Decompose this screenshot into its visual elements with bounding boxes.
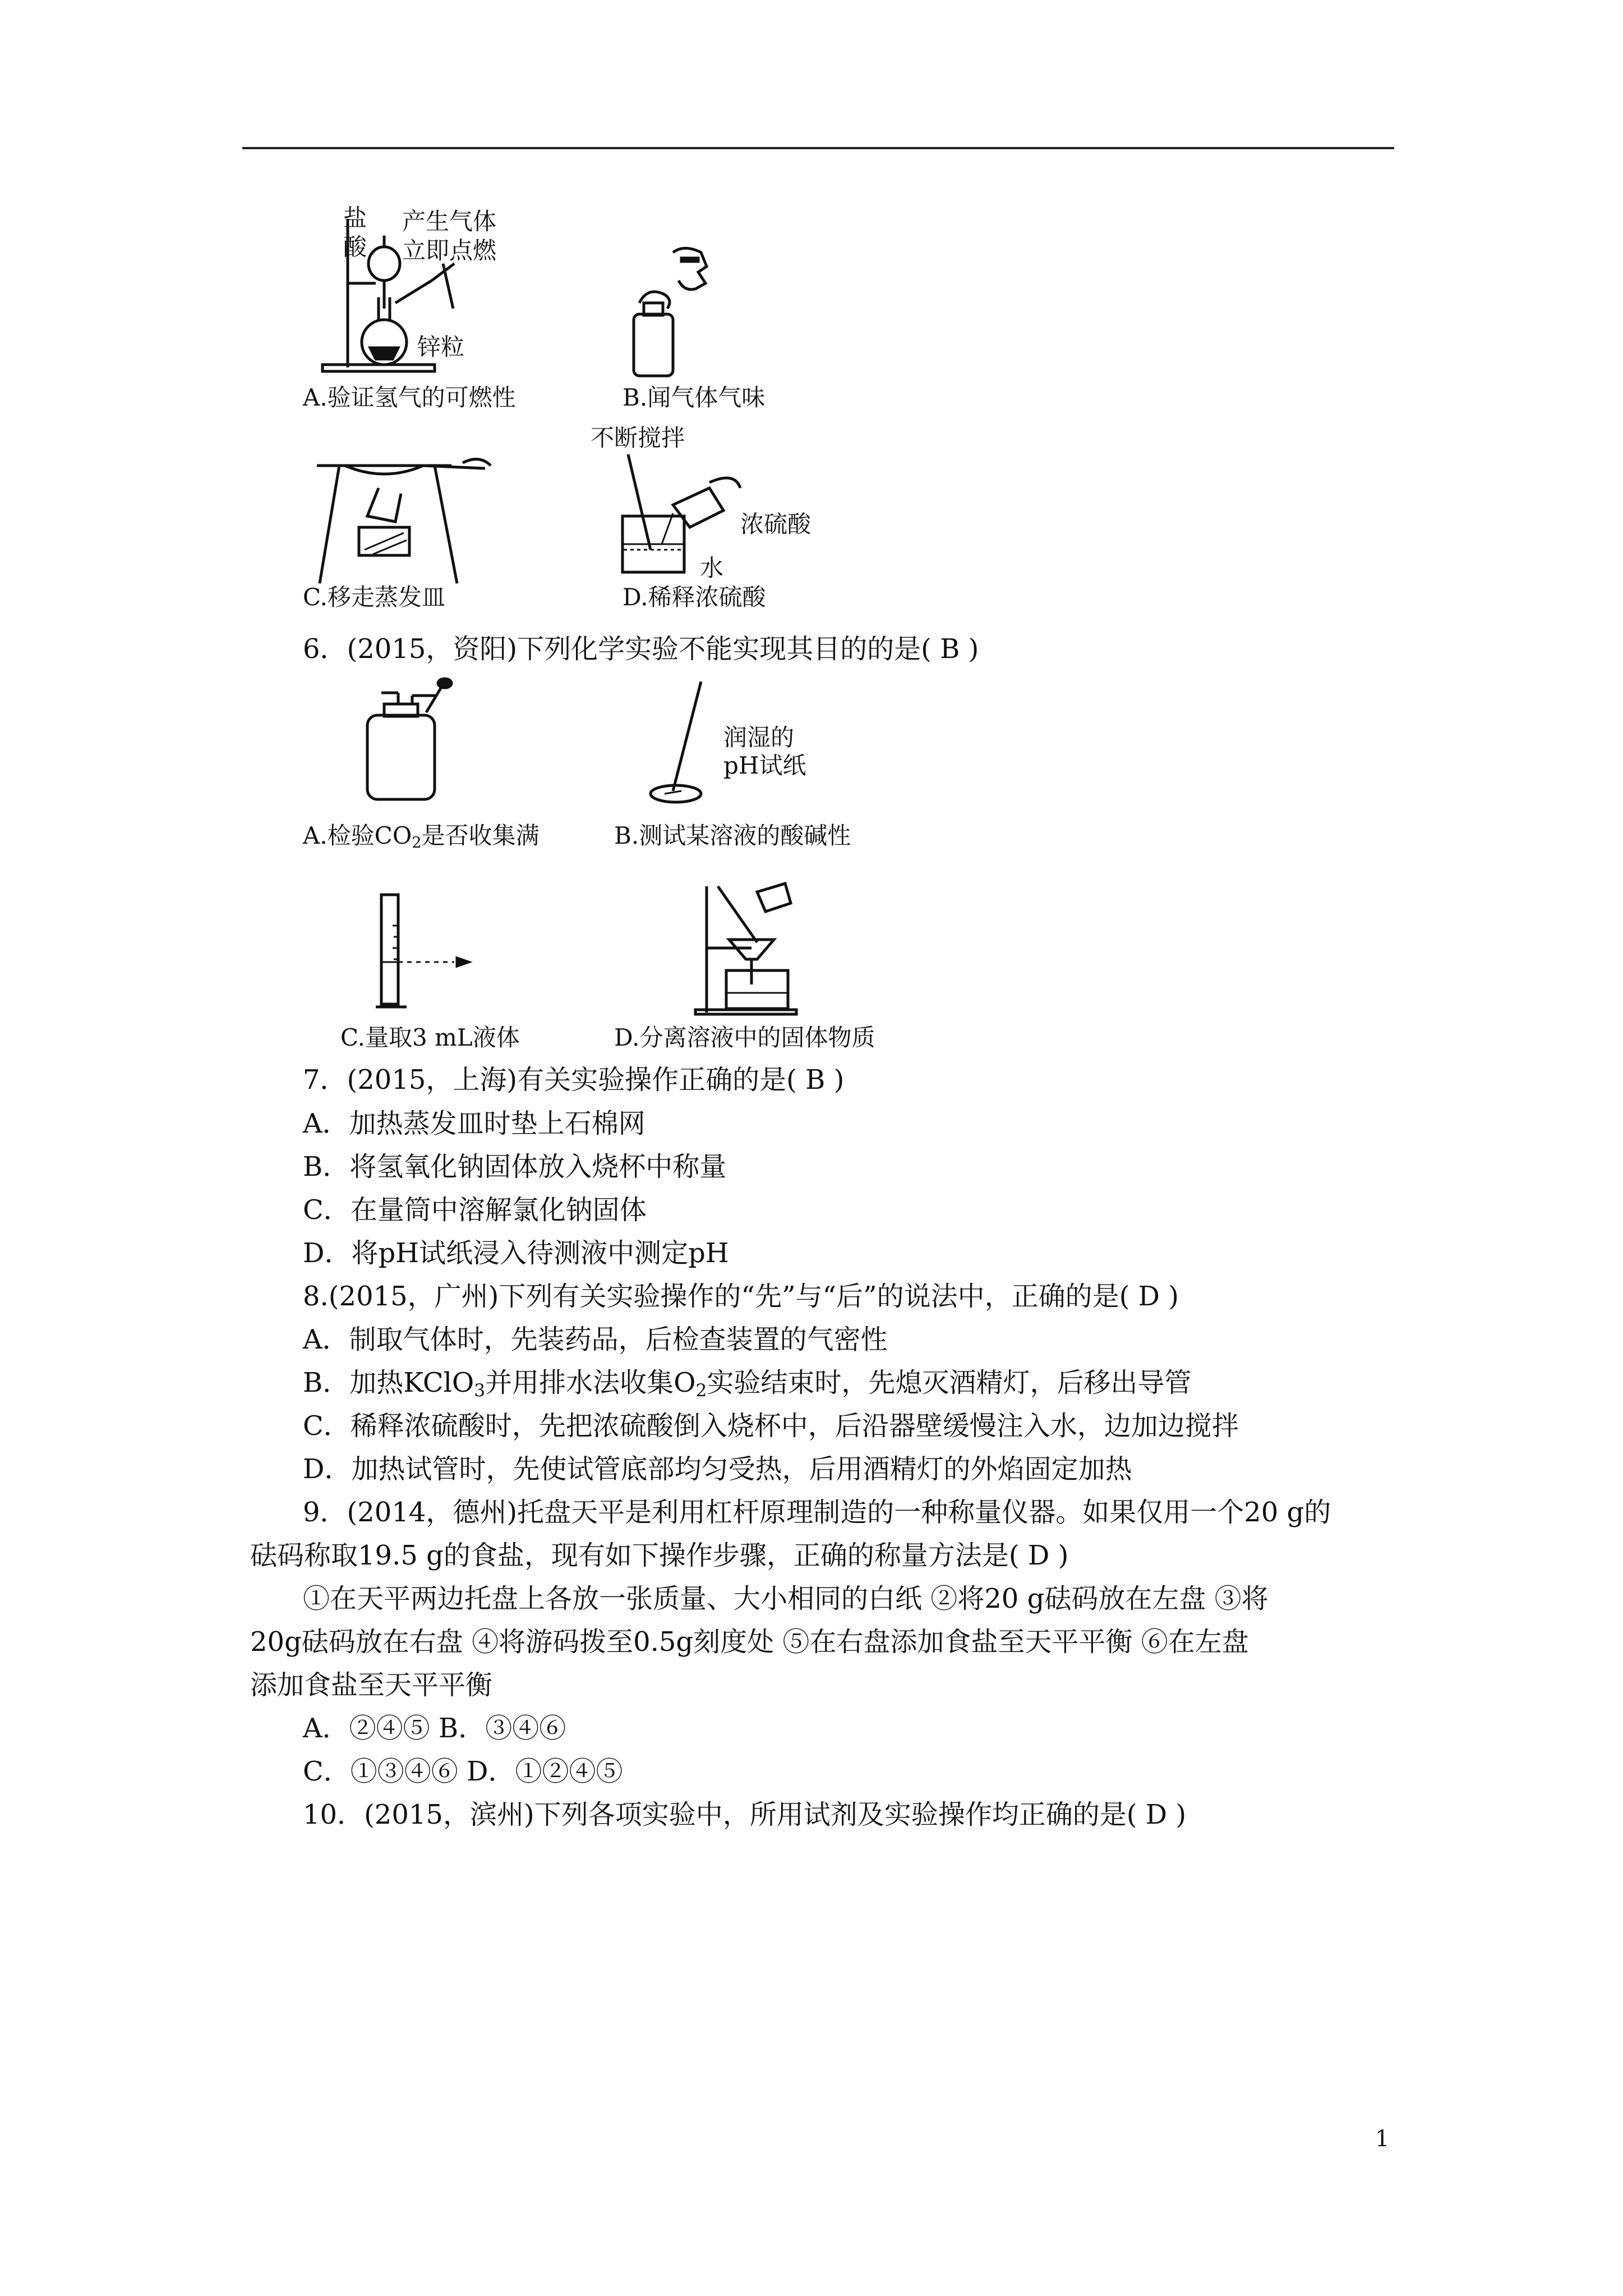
q8-option-b-sub1: 3 [474, 1380, 486, 1401]
q6-fig-b-label-ph: pH试纸 [723, 752, 806, 779]
figure-graduated-cylinder [376, 892, 477, 1015]
q10-stem: 10．(2015，滨州)下列各项实验中，所用试剂及实验操作均正确的是( D ) [303, 1799, 1187, 1830]
figure-ph-paper [645, 679, 712, 808]
fig-a-label-suan: 酸 [343, 233, 367, 261]
q8-option-d: D．加热试管时，先使试管底部均匀受热，后用酒精灯的外焰固定加热 [303, 1453, 1132, 1485]
q9-line-5: 添加食盐至天平平衡 [250, 1669, 493, 1701]
fig-b-caption: B.闻气体气味 [623, 384, 766, 411]
q9-line-4: 20g砝码放在右盘 ④将游码拨至0.5g刻度处 ⑤在右盘添加食盐至天平平衡 ⑥在左盘 [250, 1626, 1249, 1658]
q8-option-c: C．稀释浓硫酸时，先把浓硫酸倒入烧杯中，后沿器壁缓慢注入水，边加边搅拌 [303, 1410, 1239, 1442]
q7-option-c: C．在量筒中溶解氯化钠固体 [303, 1194, 647, 1226]
figure-filtration [695, 881, 808, 1015]
q9-options-line-2: C．①③④⑥ D．①②④⑤ [303, 1756, 623, 1787]
q9-options-line-1: A．②④⑤ B．③④⑥ [303, 1713, 566, 1744]
q9-line-1: 9．(2014，德州)托盘天平是利用杠杆原理制造的一种称量仪器。如果仅用一个20 g的 [303, 1497, 1331, 1528]
q6-fig-a-caption-sub: 2 [412, 834, 422, 852]
q6-fig-b-caption: B.测试某溶液的酸碱性 [614, 822, 851, 849]
q8-stem: 8.(2015，广州)下列有关实验操作的“先”与“后”的说法中，正确的是( D ) [303, 1281, 1179, 1312]
q6-stem: 6．(2015，资阳)下列化学实验不能实现其目的的是( B ) [303, 633, 979, 665]
figure-move-evaporating-dish [311, 449, 491, 589]
fig-a-label-yan: 盐 [343, 204, 367, 232]
q8-option-a: A．制取气体时，先装药品，后检查装置的气密性 [303, 1324, 888, 1355]
fig-d-caption: D.稀释浓硫酸 [623, 583, 766, 611]
q6-fig-d-caption: D.分离溶液中的固体物质 [614, 1024, 875, 1051]
q9-line-3: ①在天平两边托盘上各放一张质量、大小相同的白纸 ②将20 g砝码放在左盘 ③将 [303, 1583, 1269, 1614]
header-rule [242, 147, 1394, 149]
q8-option-b-mid: 并用排水法收集O [485, 1367, 696, 1398]
fig-a-label-ignite: 立即点燃 [402, 237, 497, 264]
q6-fig-b-label-wet: 润湿的 [723, 724, 795, 751]
q8-option-b-pre: B．加热KClO [303, 1367, 474, 1398]
q8-option-b-sub2: 2 [695, 1380, 707, 1401]
q7-option-a: A．加热蒸发皿时垫上石棉网 [303, 1108, 645, 1139]
fig-a-label-gas: 产生气体 [402, 208, 497, 235]
q8-option-b [303, 1366, 1191, 1407]
q6-fig-a-caption-pre: A.检验CO [303, 822, 412, 849]
q9-line-2: 砝码称取19.5 g的食盐，现有如下操作步骤，正确的称量方法是( D ) [250, 1540, 1069, 1571]
fig-c-caption: C.移走蒸发皿 [303, 583, 445, 611]
fig-a-caption: A.验证氢气的可燃性 [303, 384, 516, 411]
q7-stem: 7．(2015，上海)有关实验操作正确的是( B ) [303, 1064, 845, 1096]
q7-option-d: D．将pH试纸浸入待测液中测定pH [303, 1237, 729, 1269]
q6-fig-a-caption [303, 822, 540, 857]
q6-fig-c-caption: C.量取3 mL液体 [340, 1024, 520, 1051]
figure-smell-gas [623, 241, 735, 381]
page-number: 1 [1375, 2126, 1390, 2152]
fig-a-label-zinc: 锌粒 [417, 333, 465, 361]
q6-fig-a-caption-post: 是否收集满 [421, 822, 540, 849]
fig-d-label-acid: 浓硫酸 [740, 510, 811, 538]
q7-option-b: B．将氢氧化钠固体放入烧杯中称量 [303, 1151, 727, 1182]
figure-check-co2 [359, 690, 460, 802]
q8-option-b-post: 实验结束时，先熄灭酒精灯，后移出导管 [707, 1367, 1192, 1398]
fig-d-label-water: 水 [700, 554, 724, 582]
fig-d-label-stir: 不断搅拌 [591, 424, 685, 452]
